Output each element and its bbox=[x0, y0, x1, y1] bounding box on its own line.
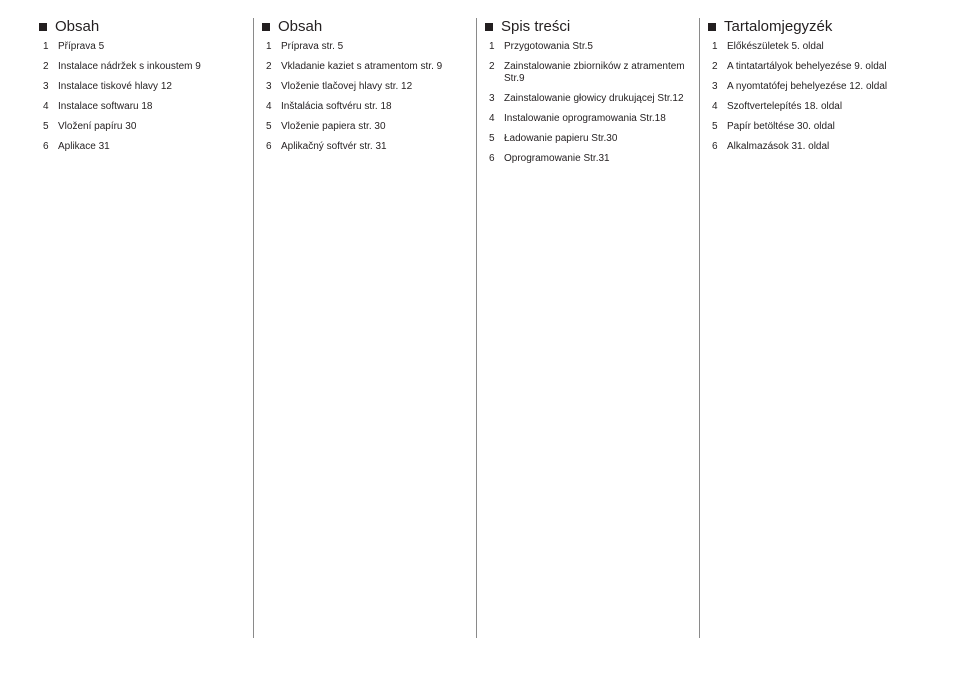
toc-entry-number: 1 bbox=[489, 41, 495, 52]
toc-entry-number: 2 bbox=[43, 61, 49, 72]
toc-entry-number: 5 bbox=[43, 121, 49, 132]
toc-heading bbox=[259, 18, 471, 36]
toc-entry-text: Vloženie tlačovej hlavy str. 12 bbox=[281, 81, 413, 92]
square-bullet-icon bbox=[708, 23, 716, 31]
toc-entry-number: 6 bbox=[266, 141, 272, 152]
toc-entry[interactable] bbox=[705, 121, 917, 133]
toc-heading bbox=[482, 18, 694, 36]
toc-entry-number: 6 bbox=[489, 153, 495, 164]
toc-entry-text: Příprava 5 bbox=[58, 41, 105, 52]
toc-heading-text: Obsah bbox=[278, 18, 323, 35]
toc-entry-text: Aplikačný softvér str. 31 bbox=[281, 141, 387, 152]
toc-entry[interactable] bbox=[259, 101, 471, 113]
toc-entry-text: Instalace softwaru 18 bbox=[58, 101, 153, 112]
toc-heading-text: Obsah bbox=[55, 18, 100, 35]
toc-entry-number: 3 bbox=[266, 81, 272, 92]
toc-entry-number: 3 bbox=[489, 93, 495, 104]
toc-heading-text: Spis treści bbox=[501, 18, 571, 35]
toc-entry[interactable] bbox=[705, 141, 917, 153]
toc-entry[interactable] bbox=[36, 81, 248, 93]
toc-entry-number: 6 bbox=[43, 141, 49, 152]
toc-entry-number: 4 bbox=[43, 101, 49, 112]
toc-entry-number: 3 bbox=[43, 81, 49, 92]
toc-entry[interactable] bbox=[36, 101, 248, 113]
toc-entry-text: Instalace nádržek s inkoustem 9 bbox=[58, 61, 201, 72]
toc-entry[interactable] bbox=[482, 113, 694, 125]
toc-entry-text: Zainstalowanie głowicy drukującej Str.12 bbox=[504, 93, 684, 104]
toc-entry-number: 5 bbox=[266, 121, 272, 132]
toc-entry[interactable] bbox=[705, 101, 917, 113]
toc-entry-text: Przygotowania Str.5 bbox=[504, 41, 593, 52]
toc-entry-text: Vloženie papiera str. 30 bbox=[281, 121, 386, 132]
toc-entry[interactable] bbox=[482, 133, 694, 145]
toc-entry[interactable] bbox=[705, 61, 917, 73]
toc-entry-number: 2 bbox=[712, 61, 718, 72]
toc-entry-number: 5 bbox=[712, 121, 718, 132]
column-divider bbox=[253, 18, 254, 638]
toc-entry-number: 4 bbox=[712, 101, 718, 112]
toc-entry[interactable] bbox=[36, 141, 248, 153]
toc-entry[interactable] bbox=[482, 93, 694, 105]
toc-column-slovak bbox=[259, 18, 471, 640]
toc-heading-text: Tartalomjegyzék bbox=[724, 18, 833, 35]
toc-column-hungarian bbox=[705, 18, 917, 640]
toc-entry[interactable] bbox=[259, 121, 471, 133]
toc-entry[interactable] bbox=[482, 41, 694, 53]
toc-entry-text: Alkalmazások 31. oldal bbox=[727, 141, 830, 152]
square-bullet-icon bbox=[39, 23, 47, 31]
toc-entry-number: 1 bbox=[266, 41, 272, 52]
toc-list bbox=[705, 41, 917, 153]
toc-list bbox=[36, 41, 248, 153]
toc-entry-number: 2 bbox=[266, 61, 272, 72]
toc-entry[interactable] bbox=[259, 141, 471, 153]
column-divider bbox=[476, 18, 477, 638]
toc-list bbox=[482, 41, 694, 165]
toc-entry-number: 4 bbox=[266, 101, 272, 112]
toc-list bbox=[259, 41, 471, 153]
toc-entry-text: Príprava str. 5 bbox=[281, 41, 344, 52]
toc-entry-number: 4 bbox=[489, 113, 495, 124]
toc-entry[interactable] bbox=[705, 41, 917, 53]
toc-entry-text: Előkészületek 5. oldal bbox=[727, 41, 824, 52]
toc-column-czech bbox=[36, 18, 248, 640]
toc-entry[interactable] bbox=[259, 41, 471, 53]
toc-entry[interactable] bbox=[482, 153, 694, 165]
column-divider bbox=[699, 18, 700, 638]
toc-entry-text: Oprogramowanie Str.31 bbox=[504, 153, 610, 164]
toc-entry[interactable] bbox=[259, 61, 471, 73]
toc-heading bbox=[36, 18, 248, 36]
toc-entry[interactable] bbox=[36, 121, 248, 133]
toc-entry-number: 6 bbox=[712, 141, 718, 152]
toc-entry-text: Vkladanie kaziet s atramentom str. 9 bbox=[281, 61, 443, 72]
toc-entry[interactable] bbox=[705, 81, 917, 93]
toc-entry-text: Inštalácia softvéru str. 18 bbox=[281, 101, 392, 112]
toc-entry[interactable] bbox=[36, 61, 248, 73]
toc-entry-text: Instalowanie oprogramowania Str.18 bbox=[504, 113, 666, 124]
toc-entry-number: 3 bbox=[712, 81, 718, 92]
toc-entry-text: Szoftvertelepítés 18. oldal bbox=[727, 101, 843, 112]
toc-entry-text: Papír betöltése 30. oldal bbox=[727, 121, 835, 132]
toc-entry-number: 1 bbox=[43, 41, 49, 52]
toc-heading bbox=[705, 18, 917, 36]
toc-entry-text: Aplikace 31 bbox=[58, 141, 110, 152]
toc-entry[interactable] bbox=[36, 41, 248, 53]
square-bullet-icon bbox=[262, 23, 270, 31]
toc-entry-text: Vložení papíru 30 bbox=[58, 121, 137, 132]
toc-entry-text: Ładowanie papieru Str.30 bbox=[504, 133, 618, 144]
toc-entry-text: A tintatartályok behelyezése 9. oldal bbox=[727, 61, 887, 72]
toc-entry-number: 2 bbox=[489, 61, 495, 72]
toc-entry-text: Zainstalowanie zbiorników z atramentem Str.9 bbox=[504, 61, 685, 84]
toc-entry[interactable] bbox=[482, 61, 694, 85]
toc-column-polish bbox=[482, 18, 694, 640]
square-bullet-icon bbox=[485, 23, 493, 31]
toc-entry-number: 1 bbox=[712, 41, 718, 52]
toc-entry-number: 5 bbox=[489, 133, 495, 144]
toc-entry[interactable] bbox=[259, 81, 471, 93]
toc-entry-text: A nyomtatófej behelyezése 12. oldal bbox=[727, 81, 888, 92]
toc-entry-text: Instalace tiskové hlavy 12 bbox=[58, 81, 172, 92]
